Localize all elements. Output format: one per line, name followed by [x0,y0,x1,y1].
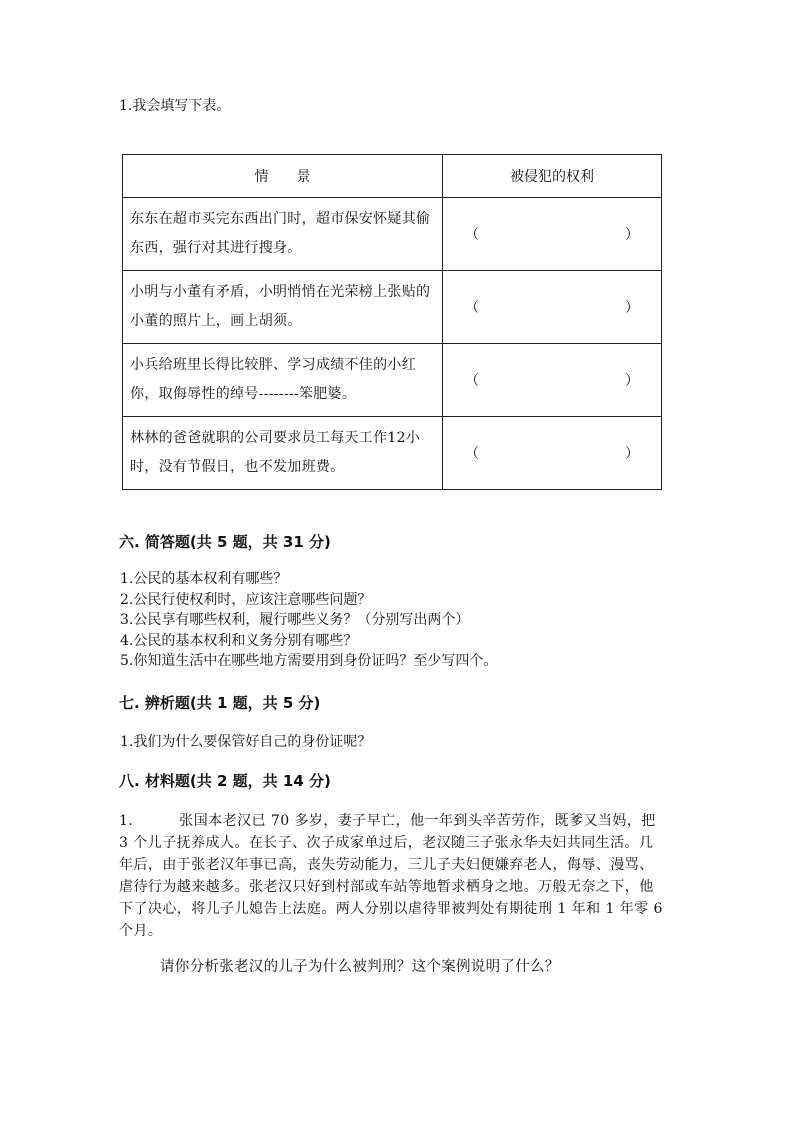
question-item: 3.公民享有哪些权利，履行哪些义务？（分别写出两个） [120,612,470,628]
table-row [123,344,662,417]
material-paragraph [119,810,667,942]
question-item: 5.你知道生活中在哪些地方需要用到身份证吗？至少写四个。 [120,653,498,669]
header-scene: 情 景 [123,155,443,198]
paren-open: （ [465,373,479,389]
header-right: 被侵犯的权利 [443,155,662,198]
scene-cell: 东东在超市买完东西出门时，超市保安怀疑其偷东西，强行对其进行搜身。 [123,198,443,271]
question-item: 4.公民的基本权利和义务分别有哪些？ [120,632,358,649]
section-6-questions [120,569,497,672]
section-6-heading: 六. 简答题(共 5 题，共 31 分) [119,533,331,551]
answer-cell[interactable] [443,198,662,271]
paren-close: ） [625,300,639,316]
table-row [123,417,662,490]
answer-cell[interactable] [443,417,662,490]
material-number: 1. [119,813,134,829]
paren-open: （ [465,300,479,316]
section-8-heading: 八. 材料题(共 2 题，共 14 分) [119,772,331,790]
rights-table [122,154,662,490]
material-text: 张国本老汉已 70 多岁，妻子早亡，他一年到头辛苦劳作，既爹又当妈，把 3 个儿子抚养成人。在长子、次子成家单过后，老汉随三子张永华夫妇共同生活。几年后，由于张老汉年事已高，丧失劳动能力，三儿子夫妇便嫌弃老人，侮辱、漫骂、虐待行为越来越多。张老汉只好到村部或车站等地暂求栖身之地。万般无奈之下，他下了决心，将儿子儿媳告上法庭。两人分别以虐待罪被判处有期徒刑 1 年和 1 年零 6 个月。 [119,813,663,939]
answer-cell[interactable] [443,271,662,344]
answer-cell[interactable] [443,344,662,417]
scene-cell: 林林的爸爸就职的公司要求员工每天工作12小时，没有节假日，也不发加班费。 [123,417,443,490]
question-item: 1.公民的基本权利有哪些？ [120,571,288,587]
question-item: 2.公民行使权利时，应该注意哪些问题？ [120,591,372,608]
material-question: 请你分析张老汉的儿子为什么被判刑？这个案例说明了什么？ [160,959,560,975]
paren-open: （ [465,227,479,243]
question-item: 1.我们为什么要保管好自己的身份证呢？ [120,734,372,750]
table-row [123,198,662,271]
scene-cell: 小兵给班里长得比较胖、学习成绩不佳的小红你，取侮辱性的绰号--------笨肥婆。 [123,344,443,417]
paren-open: （ [465,446,479,462]
paren-close: ） [625,446,639,462]
table-header-row [123,155,662,198]
table-instruction: 1.我会填写下表。 [119,98,231,114]
section-7-questions [120,732,371,753]
table-row [123,271,662,344]
section-7-heading: 七. 辨析题(共 1 题，共 5 分) [119,694,321,712]
scene-cell: 小明与小董有矛盾，小明悄悄在光荣榜上张贴的小董的照片上，画上胡须。 [123,271,443,344]
paren-close: ） [625,227,639,243]
paren-close: ） [625,373,639,389]
